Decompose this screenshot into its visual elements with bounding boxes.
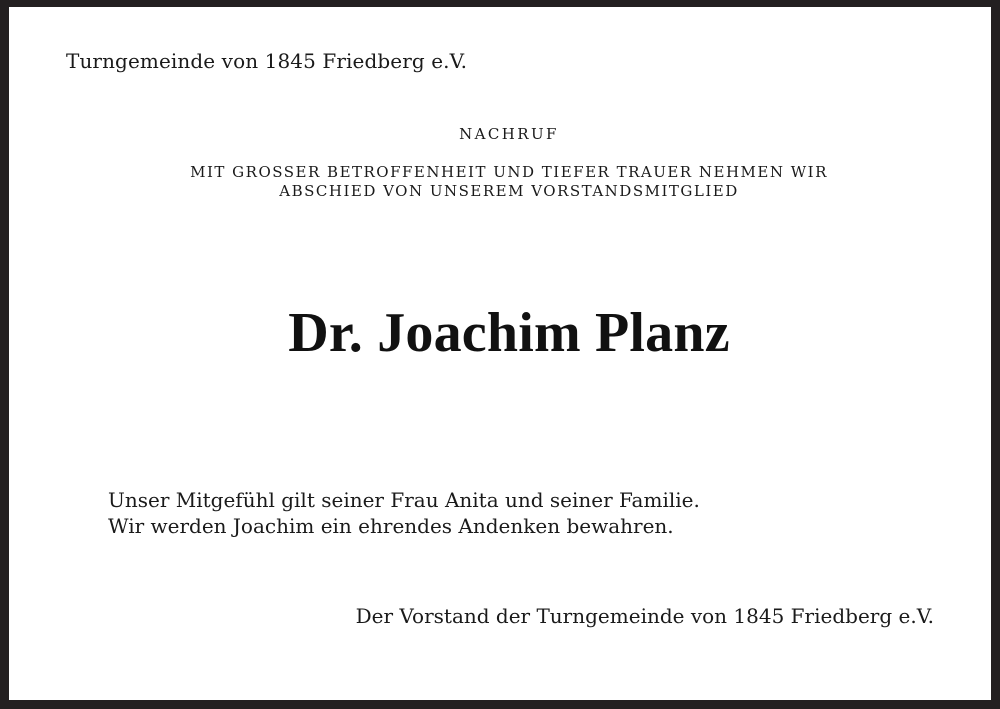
notice-heading: NACHRUF [459,125,559,143]
intro-text [9,163,1000,201]
intro-line: MIT GROSSER BETROFFENHEIT UND TIEFER TRAUER NEHMEN WIR [190,163,828,181]
signature-line: Der Vorstand der Turngemeinde von 1845 Friedberg e.V. [355,604,934,628]
condolence-message [108,487,700,539]
deceased-name: Dr. Joachim Planz [288,302,730,364]
message-line: Wir werden Joachim ein ehrendes Andenken bewahren. [108,514,674,538]
organization-name: Turngemeinde von 1845 Friedberg e.V. [66,49,468,73]
message-line: Unser Mitgefühl gilt seiner Frau Anita und seiner Familie. [108,488,700,512]
intro-line: ABSCHIED VON UNSEREM VORSTANDSMITGLIED [279,182,739,200]
